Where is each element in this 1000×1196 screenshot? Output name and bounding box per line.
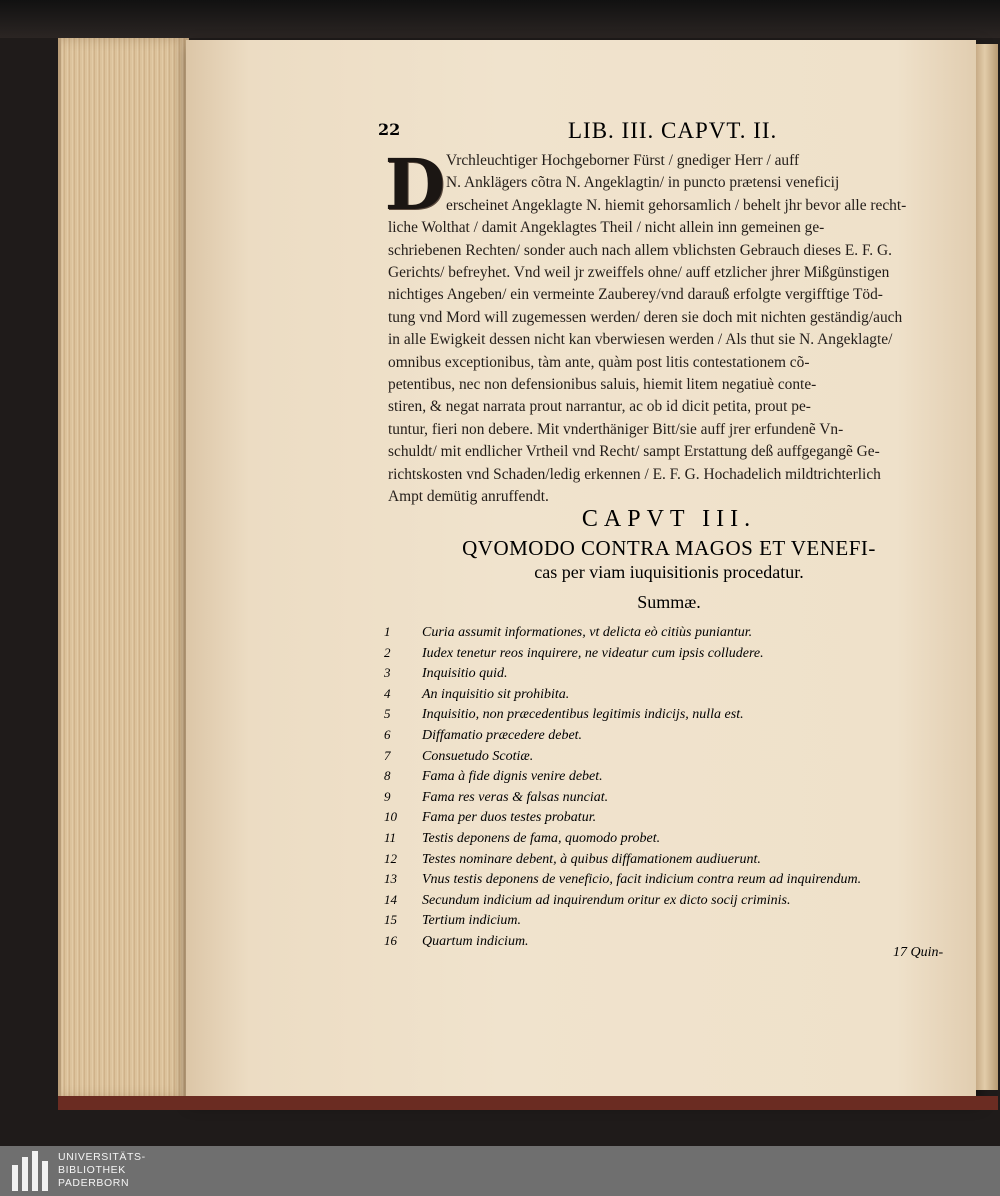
body-line: in alle Ewigkeit dessen nicht kan vberwiesen werden / Als thut sie N. Angeklagte/ (388, 331, 893, 349)
item-number: 6 (384, 726, 391, 742)
body-line: omnibus exceptionibus, tàm ante, quàm post litis contestationem cõ- (388, 353, 810, 371)
item-number: 7 (384, 747, 391, 763)
library-name-line: PADERBORN (58, 1177, 130, 1189)
body-line: petentibus, nec non defensionibus saluis, hiemit litem negatiuè conte- (388, 376, 817, 394)
library-logo-icon (12, 1151, 48, 1191)
body-line: schuldt/ mit endlicher Vrtheil vnd Recht/ sampt Erstattung deß auffgegangẽ Ge- (388, 443, 880, 461)
scan-background (0, 0, 1000, 38)
body-line: nichtiges Angeben/ ein vermeinte Zauberey/vnd darauß erfolgte vergifftige Töd- (388, 286, 883, 304)
list-item (384, 828, 950, 849)
item-number: 10 (384, 809, 397, 825)
body-line: tuntur, fieri non debere. Mit vnderthäniger Bitt/sie auff jrer erfundenẽ Vn- (388, 420, 844, 438)
page-header (378, 118, 948, 148)
summae-list (384, 622, 950, 952)
item-number: 5 (384, 706, 391, 722)
body-paragraph (388, 150, 950, 509)
right-page-edge (976, 44, 998, 1090)
item-text: Inquisitio, non præcedentibus legitimis indicijs, nulla est. (422, 707, 744, 723)
list-item (384, 663, 950, 684)
item-number: 4 (384, 685, 391, 701)
item-number: 12 (384, 850, 397, 866)
list-item (384, 807, 950, 828)
list-item (384, 931, 950, 952)
item-text: An inquisitio sit prohibita. (422, 686, 570, 702)
chapter-title: CAPVT III. (581, 506, 757, 532)
list-item (384, 869, 950, 890)
item-number: 14 (384, 891, 397, 907)
book-cover-edge (58, 1096, 998, 1110)
body-line: Gerichts/ befreyhet. Vnd weil jr zweiffels ohne/ auff etzlicher jhrer Mißgünstigen (388, 264, 890, 282)
item-text: Inquisitio quid. (422, 666, 508, 682)
body-line: Vrchleuchtiger Hochgeborner Fürst / gnediger Herr / auff (446, 152, 800, 169)
item-number: 3 (384, 665, 391, 681)
item-text: Testes nominare debent, à quibus diffamationem audiuerunt. (422, 851, 761, 867)
body-line: schriebenen Rechten/ sonder auch nach allem vblichsten Gebrauch dieses E. F. G. (388, 241, 892, 259)
item-text: Consuetudo Scotiæ. (422, 748, 534, 764)
running-head: LIB. III. CAPVT. II. (568, 118, 778, 143)
list-item (384, 725, 950, 746)
summae-heading: Summæ. (637, 592, 701, 612)
item-number: 1 (384, 624, 391, 639)
item-text: Secundum indicium ad inquirendum oritur ex dicto socij criminis. (422, 892, 791, 908)
item-text: Diffamatio præcedere debet. (422, 727, 583, 743)
item-number: 2 (384, 644, 391, 660)
list-item (384, 704, 950, 725)
library-name-line: BIBLIOTHEK (58, 1164, 126, 1176)
body-line: erscheinet Angeklagte N. hiemit gehorsamlich / behelt jhr bevor alle recht- (446, 196, 907, 214)
item-number: 11 (384, 829, 397, 845)
body-line: Ampt demütig anruffendt. (388, 488, 549, 506)
chapter-subtitle: QVOMODO CONTRA MAGOS ET VENEFI- (462, 536, 876, 560)
item-text: Fama res veras & falsas nunciat. (422, 789, 609, 805)
list-item (384, 746, 950, 767)
body-line: richtskosten vnd Schaden/ledig erkennen / E. F. G. Hochadelich mildtrichterlich (388, 465, 881, 483)
item-text: Fama per duos testes probatur. (422, 810, 597, 826)
item-number: 15 (384, 912, 397, 928)
list-item (384, 787, 950, 808)
chapter-subtitle-continued: cas per viam iuquisitionis procedatur. (534, 562, 804, 582)
library-name-line: UNIVERSITÄTS- (58, 1151, 146, 1163)
item-text: Curia assumit informationes, vt delicta eò citiùs puniantur. (422, 625, 753, 640)
page-number: 22 (378, 120, 401, 139)
list-item (384, 684, 950, 705)
item-text: Testis deponens de fama, quomodo probet. (422, 830, 661, 846)
item-number: 8 (384, 768, 391, 784)
body-line: N. Anklägers cõtra N. Angeklagtin/ in puncto prætensi veneficij (446, 174, 840, 192)
item-text: Vnus testis deponens de veneficio, facit indicium contra reum ad inquirendum. (422, 872, 862, 888)
list-item (384, 910, 950, 931)
body-line: tung vnd Mord will zugemessen werden/ deren sie doch mit nichten geständig/auch (388, 308, 903, 326)
list-item (384, 622, 950, 643)
item-text: Iudex tenetur reos inquirere, ne videatur cum ipsis colludere. (422, 645, 764, 661)
library-footer (0, 1146, 1000, 1196)
catchword: 17 Quin- (893, 945, 944, 960)
page-edges (58, 38, 189, 1098)
item-number: 16 (384, 932, 397, 948)
item-text: Quartum indicium. (422, 933, 529, 949)
item-number: 13 (384, 871, 397, 887)
item-number: 9 (384, 788, 391, 804)
list-item (384, 890, 950, 911)
list-item (384, 643, 950, 664)
item-text: Fama à fide dignis venire debet. (422, 769, 603, 785)
decorated-initial: D (384, 143, 446, 226)
library-name (58, 1151, 146, 1190)
list-item (384, 849, 950, 870)
body-line: liche Wolthat / damit Angeklagtes Theil / nicht allein inn gemeinen ge- (388, 219, 825, 237)
list-item (384, 766, 950, 787)
item-text: Tertium indicium. (422, 913, 522, 929)
body-line: stiren, & negat narrata prout narrantur, ac ob id dicit petita, prout pe- (388, 398, 811, 416)
